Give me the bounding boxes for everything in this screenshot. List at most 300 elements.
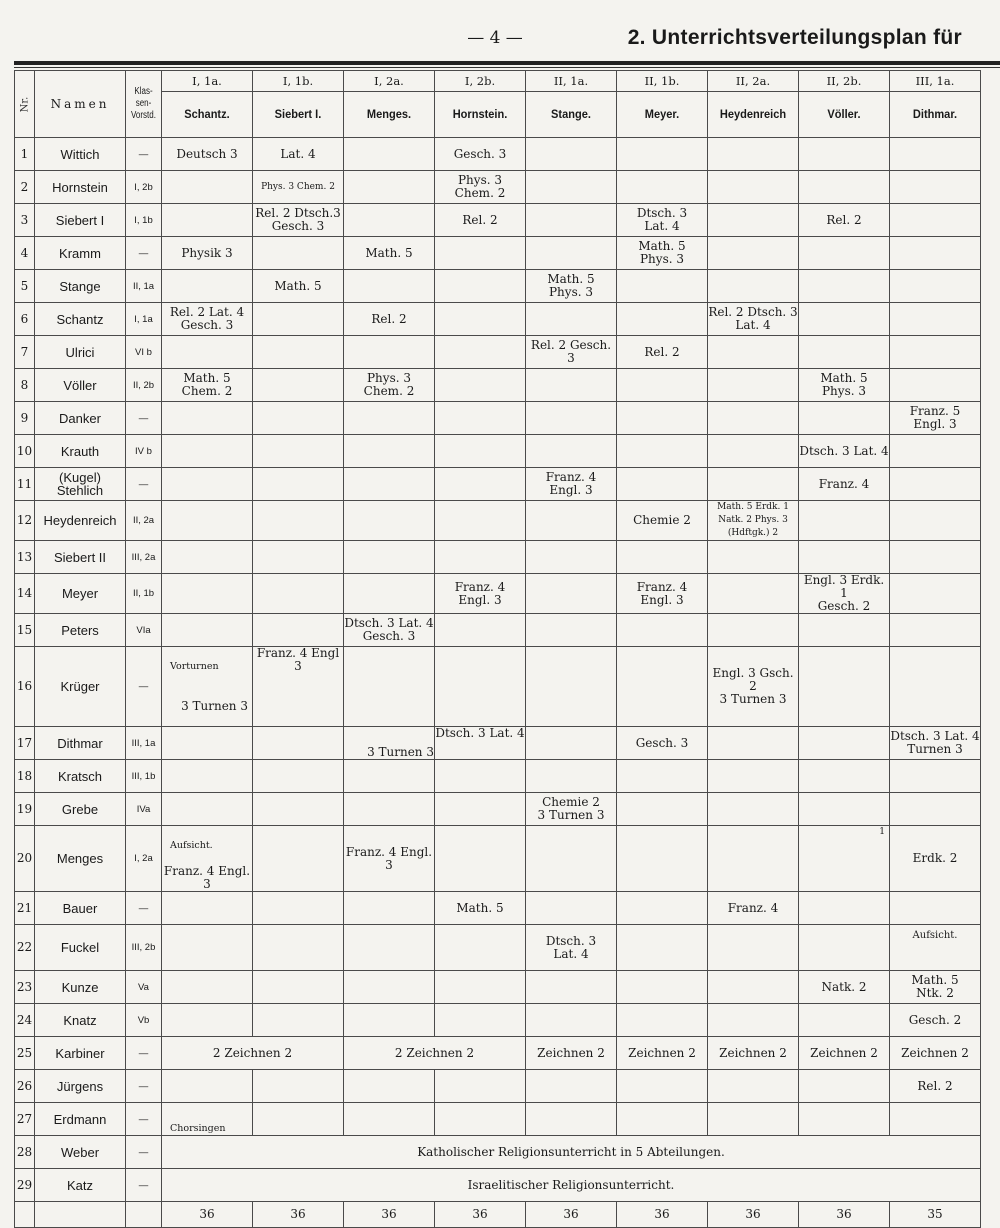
lesson-cell (526, 647, 617, 727)
lesson-cell (344, 138, 435, 171)
lesson-cell (435, 614, 526, 647)
class-lead: — (126, 402, 162, 435)
lesson-cell (435, 468, 526, 501)
vorturnen-label: Vorturnen (170, 661, 219, 672)
lesson-cell (344, 171, 435, 204)
lesson-cell (253, 760, 344, 793)
total-hours: 36 (799, 1202, 890, 1228)
total-hours: 36 (344, 1202, 435, 1228)
lesson-cell (708, 369, 799, 402)
lesson-cell (617, 270, 708, 303)
lesson-cell (253, 793, 344, 826)
lesson-cell: Rel. 2 (435, 204, 526, 237)
lesson-cell (162, 1103, 253, 1136)
turnen-entry: 3 Turnen 3 (181, 699, 248, 713)
lesson-cell (799, 892, 890, 925)
table-row (15, 501, 981, 541)
teacher-name: Kramm (35, 237, 126, 270)
row-number: 28 (15, 1136, 35, 1169)
lesson-cell (344, 574, 435, 614)
teacher-name: Jürgens (35, 1070, 126, 1103)
class-lead: I, 2b (126, 171, 162, 204)
lesson-cell (435, 760, 526, 793)
lesson-cell: Franz. 4 Engl 3 (253, 647, 344, 727)
row-number: 14 (15, 574, 35, 614)
class-lead: I, 1a (126, 303, 162, 336)
teacher-name: Siebert II (35, 541, 126, 574)
lesson-cell (799, 1004, 890, 1037)
row-number: 21 (15, 892, 35, 925)
lesson-cell: Physik 3 (162, 237, 253, 270)
lesson-cell (890, 204, 981, 237)
table-row (15, 435, 981, 468)
lesson-cell (253, 727, 344, 760)
row-number: 16 (15, 647, 35, 727)
lesson-cell (344, 204, 435, 237)
lesson-cell (617, 138, 708, 171)
lesson-cell (526, 501, 617, 541)
lesson-cell: Franz. 4 (708, 892, 799, 925)
lesson-cell (617, 760, 708, 793)
lesson-cell (162, 1070, 253, 1103)
class-lead: Va (126, 971, 162, 1004)
table-row (15, 971, 981, 1004)
table-row (15, 270, 981, 303)
lesson-cell (253, 303, 344, 336)
header-rule-thin (14, 67, 1000, 68)
class-lead: VI b (126, 336, 162, 369)
lesson-cell (162, 647, 253, 727)
lesson-cell (526, 574, 617, 614)
lesson-cell (435, 270, 526, 303)
class-lead: Vb (126, 1004, 162, 1037)
lesson-cell: Dtsch. 3 Lat. 4 Turnen 3 (890, 727, 981, 760)
lesson-cell (435, 1103, 526, 1136)
class-teacher-header: Schantz. (162, 92, 253, 138)
table-row (15, 574, 981, 614)
class-lead: — (126, 647, 162, 727)
class-header: II, 2b. (799, 71, 890, 92)
lesson-cell (708, 727, 799, 760)
lesson-cell (708, 468, 799, 501)
lesson-cell (890, 793, 981, 826)
teacher-name: Krauth (35, 435, 126, 468)
lesson-cell (344, 925, 435, 971)
class-header: II, 1b. (617, 71, 708, 92)
teacher-name: Fuckel (35, 925, 126, 971)
lesson-cell (253, 1070, 344, 1103)
totals-spacer (35, 1202, 126, 1228)
lesson-cell (253, 336, 344, 369)
lesson-cell (435, 369, 526, 402)
row-number: 13 (15, 541, 35, 574)
class-lead: IVa (126, 793, 162, 826)
lesson-cell (617, 402, 708, 435)
class-lead: I, 1b (126, 204, 162, 237)
lesson-cell (708, 826, 799, 892)
lesson-cell (708, 614, 799, 647)
lesson-cell (526, 1103, 617, 1136)
class-lead: — (126, 1070, 162, 1103)
lesson-cell (890, 303, 981, 336)
class-lead: II, 2a (126, 501, 162, 541)
teacher-name: Wittich (35, 138, 126, 171)
lesson-cell (799, 303, 890, 336)
lesson-cell (617, 435, 708, 468)
lesson-cell: Math. 5 Phys. 3 (526, 270, 617, 303)
lesson-cell (890, 574, 981, 614)
teacher-name: Ulrici (35, 336, 126, 369)
lesson-cell (344, 647, 435, 727)
lesson-cell (708, 171, 799, 204)
row-number: 27 (15, 1103, 35, 1136)
lesson-cell (890, 647, 981, 727)
lesson-cell (799, 171, 890, 204)
lesson-cell (617, 647, 708, 727)
lesson-cell (708, 1103, 799, 1136)
lesson-cell: Zeichnen 2 (708, 1037, 799, 1070)
class-lead: II, 1b (126, 574, 162, 614)
class-header: II, 1a. (526, 71, 617, 92)
lesson-cell (344, 793, 435, 826)
table-row (15, 138, 981, 171)
lesson-cell (162, 760, 253, 793)
lesson-cell (344, 1070, 435, 1103)
lesson-cell (617, 892, 708, 925)
lesson-cell (799, 270, 890, 303)
lesson-cell (890, 270, 981, 303)
total-hours: 35 (890, 1202, 981, 1228)
lesson-cell (435, 501, 526, 541)
row-number: 8 (15, 369, 35, 402)
lesson-cell (162, 402, 253, 435)
class-lead: III, 2a (126, 541, 162, 574)
lesson-cell (253, 541, 344, 574)
lesson-cell: Phys. 3 Chem. 2 (435, 171, 526, 204)
lesson-cell (162, 171, 253, 204)
lesson-cell (708, 435, 799, 468)
lesson-cell (890, 171, 981, 204)
total-hours: 36 (253, 1202, 344, 1228)
lesson-cell (708, 270, 799, 303)
lesson-cell (253, 369, 344, 402)
lesson-cell (526, 1070, 617, 1103)
row-number: 2 (15, 171, 35, 204)
lesson-cell (799, 647, 890, 727)
lesson-cell: Math. 5 Phys. 3 (617, 237, 708, 270)
lesson-cell (435, 826, 526, 892)
lesson-cell (253, 574, 344, 614)
teacher-name: Schantz (35, 303, 126, 336)
lesson-cell (162, 541, 253, 574)
row-number: 12 (15, 501, 35, 541)
lesson-cell (799, 336, 890, 369)
teacher-name: Katz (35, 1169, 126, 1202)
total-hours: 36 (162, 1202, 253, 1228)
lesson-cell (162, 892, 253, 925)
teacher-name: Hornstein (35, 171, 126, 204)
lesson-cell (526, 303, 617, 336)
row-number: 15 (15, 614, 35, 647)
lesson-cell: Rel. 2 (617, 336, 708, 369)
lesson-cell (617, 614, 708, 647)
lesson-cell: Engl. 3 Gsch. 2 3 Turnen 3 (708, 647, 799, 727)
class-lead: IV b (126, 435, 162, 468)
class-lead: — (126, 1169, 162, 1202)
lesson-cell (435, 1070, 526, 1103)
table-row (15, 237, 981, 270)
teacher-name: Stange (35, 270, 126, 303)
class-lead: — (126, 237, 162, 270)
lesson-cell (253, 237, 344, 270)
lesson-cell (617, 793, 708, 826)
row-number: 1 (15, 138, 35, 171)
lesson-cell: Math. 5 (344, 237, 435, 270)
lesson-cell (435, 237, 526, 270)
lesson-cell (526, 369, 617, 402)
lesson-cell (617, 1103, 708, 1136)
lesson-cell: Rel. 2 Gesch. 3 (526, 336, 617, 369)
page-header (0, 0, 1000, 62)
table-row (15, 1004, 981, 1037)
lesson-cell (344, 468, 435, 501)
lesson-cell (344, 1004, 435, 1037)
lesson-entry: Franz. 4 Engl. 3 (163, 864, 251, 891)
lesson-cell: Rel. 2 Dtsch. 3 Lat. 4 (708, 303, 799, 336)
lesson-cell (162, 435, 253, 468)
lesson-cell (708, 237, 799, 270)
row-number: 7 (15, 336, 35, 369)
lesson-cell: Rel. 2 Lat. 4 Gesch. 3 (162, 303, 253, 336)
totals-spacer (15, 1202, 35, 1228)
teacher-name: Krüger (35, 647, 126, 727)
lesson-cell: Phys. 3 Chem. 2 (253, 171, 344, 204)
row-number: 11 (15, 468, 35, 501)
lesson-cell (344, 402, 435, 435)
lesson-cell (253, 435, 344, 468)
lesson-cell: 2 Zeichnen 2 (344, 1037, 526, 1070)
lesson-cell: Deutsch 3 (162, 138, 253, 171)
lesson-cell: Franz. 5 Engl. 3 (890, 402, 981, 435)
header-rule (14, 61, 1000, 65)
lesson-cell (344, 760, 435, 793)
lesson-cell (435, 303, 526, 336)
lesson-cell (526, 971, 617, 1004)
lesson-cell (799, 1070, 890, 1103)
total-hours: 36 (526, 1202, 617, 1228)
table-row (15, 1136, 981, 1169)
lesson-cell (617, 369, 708, 402)
lesson-cell: Math. 5 Phys. 3 (799, 369, 890, 402)
lesson-cell (162, 270, 253, 303)
lesson-cell: 2 Zeichnen 2 (162, 1037, 344, 1070)
lesson-cell (344, 501, 435, 541)
lesson-cell: Zeichnen 2 (617, 1037, 708, 1070)
lesson-cell (162, 925, 253, 971)
teacher-name: Heydenreich (35, 501, 126, 541)
lesson-cell (253, 1103, 344, 1136)
lesson-cell (162, 1004, 253, 1037)
lesson-cell (253, 468, 344, 501)
lesson-cell (708, 574, 799, 614)
class-teacher-header: Völler. (799, 92, 890, 138)
lesson-cell (708, 1004, 799, 1037)
lesson-cell (799, 925, 890, 971)
class-teacher-header: Dithmar. (890, 92, 981, 138)
table-row (15, 336, 981, 369)
lesson-cell: Aufsicht. (890, 925, 981, 971)
table-row (15, 892, 981, 925)
lesson-cell (799, 793, 890, 826)
row-number: 3 (15, 204, 35, 237)
class-teacher-header: Siebert I. (253, 92, 344, 138)
lesson-cell: Dtsch. 3 Lat. 4 (435, 727, 526, 760)
teacher-name: Siebert I (35, 204, 126, 237)
lesson-cell (708, 760, 799, 793)
lesson-cell (617, 468, 708, 501)
table-row (15, 647, 981, 727)
lesson-cell (708, 793, 799, 826)
lesson-cell (435, 647, 526, 727)
lesson-cell-wide: Israelitischer Religionsunterricht. (162, 1169, 981, 1202)
lesson-cell: Dtsch. 3 Lat. 4 (526, 925, 617, 971)
table-row (15, 402, 981, 435)
lesson-cell (526, 237, 617, 270)
row-number: 9 (15, 402, 35, 435)
teacher-name: Grebe (35, 793, 126, 826)
lesson-cell: Lat. 4 (253, 138, 344, 171)
schedule-table (14, 70, 981, 1228)
page-title: 2. Unterrichtsverteilungsplan für (627, 26, 962, 49)
lesson-cell (708, 541, 799, 574)
lesson-cell (344, 892, 435, 925)
table-row (15, 826, 981, 892)
lesson-cell: Chemie 2 3 Turnen 3 (526, 793, 617, 826)
lesson-cell (526, 138, 617, 171)
lesson-cell (708, 204, 799, 237)
class-header: II, 2a. (708, 71, 799, 92)
lesson-cell (344, 270, 435, 303)
lesson-cell (799, 541, 890, 574)
lesson-cell: Zeichnen 2 (799, 1037, 890, 1070)
nr-header: Nr. (15, 71, 35, 138)
table-row (15, 793, 981, 826)
lesson-cell: Zeichnen 2 (890, 1037, 981, 1070)
lesson-cell (617, 925, 708, 971)
lesson-cell (253, 501, 344, 541)
lesson-cell (617, 1004, 708, 1037)
teacher-name: Knatz (35, 1004, 126, 1037)
row-number: 6 (15, 303, 35, 336)
lesson-cell (890, 1103, 981, 1136)
table-row (15, 614, 981, 647)
class-lead: II, 1a (126, 270, 162, 303)
row-number: 18 (15, 760, 35, 793)
lesson-cell (253, 614, 344, 647)
lesson-cell: Franz. 4 Engl. 3 (435, 574, 526, 614)
lesson-cell (890, 760, 981, 793)
lesson-cell (162, 204, 253, 237)
lesson-cell: Engl. 3 Erdk. 1 Gesch. 2 (799, 574, 890, 614)
lesson-cell (617, 541, 708, 574)
table-row (15, 925, 981, 971)
class-header: I, 1b. (253, 71, 344, 92)
lesson-cell: 1 (799, 826, 890, 892)
table-row (15, 541, 981, 574)
lesson-cell (617, 826, 708, 892)
row-number: 25 (15, 1037, 35, 1070)
lesson-cell (435, 541, 526, 574)
lesson-cell: Rel. 2 Dtsch.3 Gesch. 3 (253, 204, 344, 237)
table-row (15, 760, 981, 793)
lesson-cell (526, 402, 617, 435)
lesson-cell (890, 892, 981, 925)
teacher-name: Kratsch (35, 760, 126, 793)
lesson-cell: Math. 5 Chem. 2 (162, 369, 253, 402)
lesson-cell (890, 501, 981, 541)
table-row (15, 1070, 981, 1103)
name-header: Namen (35, 71, 126, 138)
lesson-cell: Math. 5 Ntk. 2 (890, 971, 981, 1004)
class-teacher-header: Menges. (344, 92, 435, 138)
lesson-cell (890, 614, 981, 647)
row-number: 17 (15, 727, 35, 760)
lesson-cell (708, 1070, 799, 1103)
lesson-cell (526, 727, 617, 760)
row-number: 24 (15, 1004, 35, 1037)
class-lead: — (126, 1136, 162, 1169)
table-row (15, 468, 981, 501)
lesson-cell: Erdk. 2 (890, 826, 981, 892)
lesson-cell (435, 435, 526, 468)
lesson-cell (435, 971, 526, 1004)
lesson-cell: Rel. 2 (890, 1070, 981, 1103)
lesson-cell (617, 971, 708, 1004)
lesson-cell (526, 760, 617, 793)
lesson-cell (799, 1103, 890, 1136)
klassen-header: Klas- sen- Vorstd. (126, 71, 162, 138)
teacher-name: Peters (35, 614, 126, 647)
lesson-cell (890, 369, 981, 402)
class-lead: III, 1b (126, 760, 162, 793)
lesson-cell: 3 Turnen 3 (344, 727, 435, 760)
row-number: 19 (15, 793, 35, 826)
total-hours: 36 (435, 1202, 526, 1228)
class-teacher-header: Hornstein. (435, 92, 526, 138)
lesson-cell (799, 614, 890, 647)
lesson-cell: Math. 5 (253, 270, 344, 303)
aufsicht-label: Aufsicht. (170, 840, 213, 851)
lesson-cell: Natk. 2 (799, 971, 890, 1004)
row-number: 29 (15, 1169, 35, 1202)
lesson-cell (526, 541, 617, 574)
lesson-cell (435, 925, 526, 971)
row-number: 20 (15, 826, 35, 892)
lesson-cell (253, 402, 344, 435)
class-teacher-header: Heydenreich (708, 92, 799, 138)
table-row (15, 303, 981, 336)
teacher-name: Dithmar (35, 727, 126, 760)
table-row (15, 1037, 981, 1070)
lesson-cell (617, 1070, 708, 1103)
lesson-cell (708, 138, 799, 171)
teacher-name: Danker (35, 402, 126, 435)
lesson-cell (799, 501, 890, 541)
class-lead: — (126, 1103, 162, 1136)
class-header: I, 2b. (435, 71, 526, 92)
lesson-cell (162, 614, 253, 647)
lesson-cell (799, 138, 890, 171)
